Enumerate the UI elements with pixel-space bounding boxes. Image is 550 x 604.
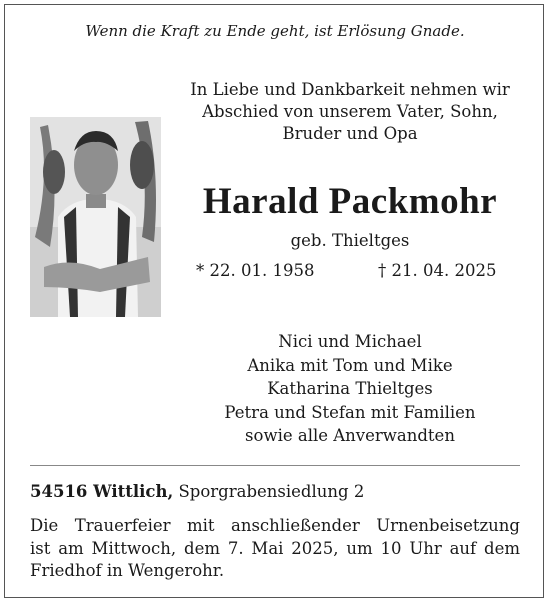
intro-text (160, 79, 540, 145)
deceased-name: Harald Packmohr (202, 181, 498, 222)
intro-line: In Liebe und Dankbarkeit nehmen wir (190, 80, 510, 99)
address-street: Sporgrabensiedlung 2 (178, 482, 365, 501)
death-date: † 21. 04. 2025 (378, 261, 497, 280)
mourner-entry: Nici und Michael (278, 332, 422, 351)
mourner-entry: Anika mit Tom und Mike (247, 355, 453, 375)
service-details (30, 515, 520, 583)
intro-line: Abschied von unserem Vater, Sohn, (202, 102, 498, 121)
service-line: ist am Mittwoch, dem 7. Mai 2025, um 10 Uhr auf dem (30, 538, 520, 558)
mourner-entry: sowie alle Anverwandten (245, 426, 455, 445)
mourner-entry: Petra und Stefan mit Familien (224, 402, 476, 422)
birth-name: geb. Thieltges (290, 231, 410, 250)
address (30, 482, 364, 501)
portrait-photo (30, 117, 161, 317)
mourner-entry: Katharina Thieltges (267, 379, 433, 398)
intro-line: Bruder und Opa (282, 124, 418, 143)
mourners-list (160, 330, 540, 448)
divider (30, 465, 520, 466)
address-city: 54516 Wittlich, (30, 482, 174, 501)
birth-date: * 22. 01. 1958 (196, 261, 315, 280)
service-line: Die Trauerfeier mit anschließender Urnenbeisetzung (30, 516, 520, 535)
motto: Wenn die Kraft zu Ende geht, ist Erlösung Gnade. (85, 22, 465, 40)
service-line: Friedhof in Wengerohr. (30, 561, 225, 580)
